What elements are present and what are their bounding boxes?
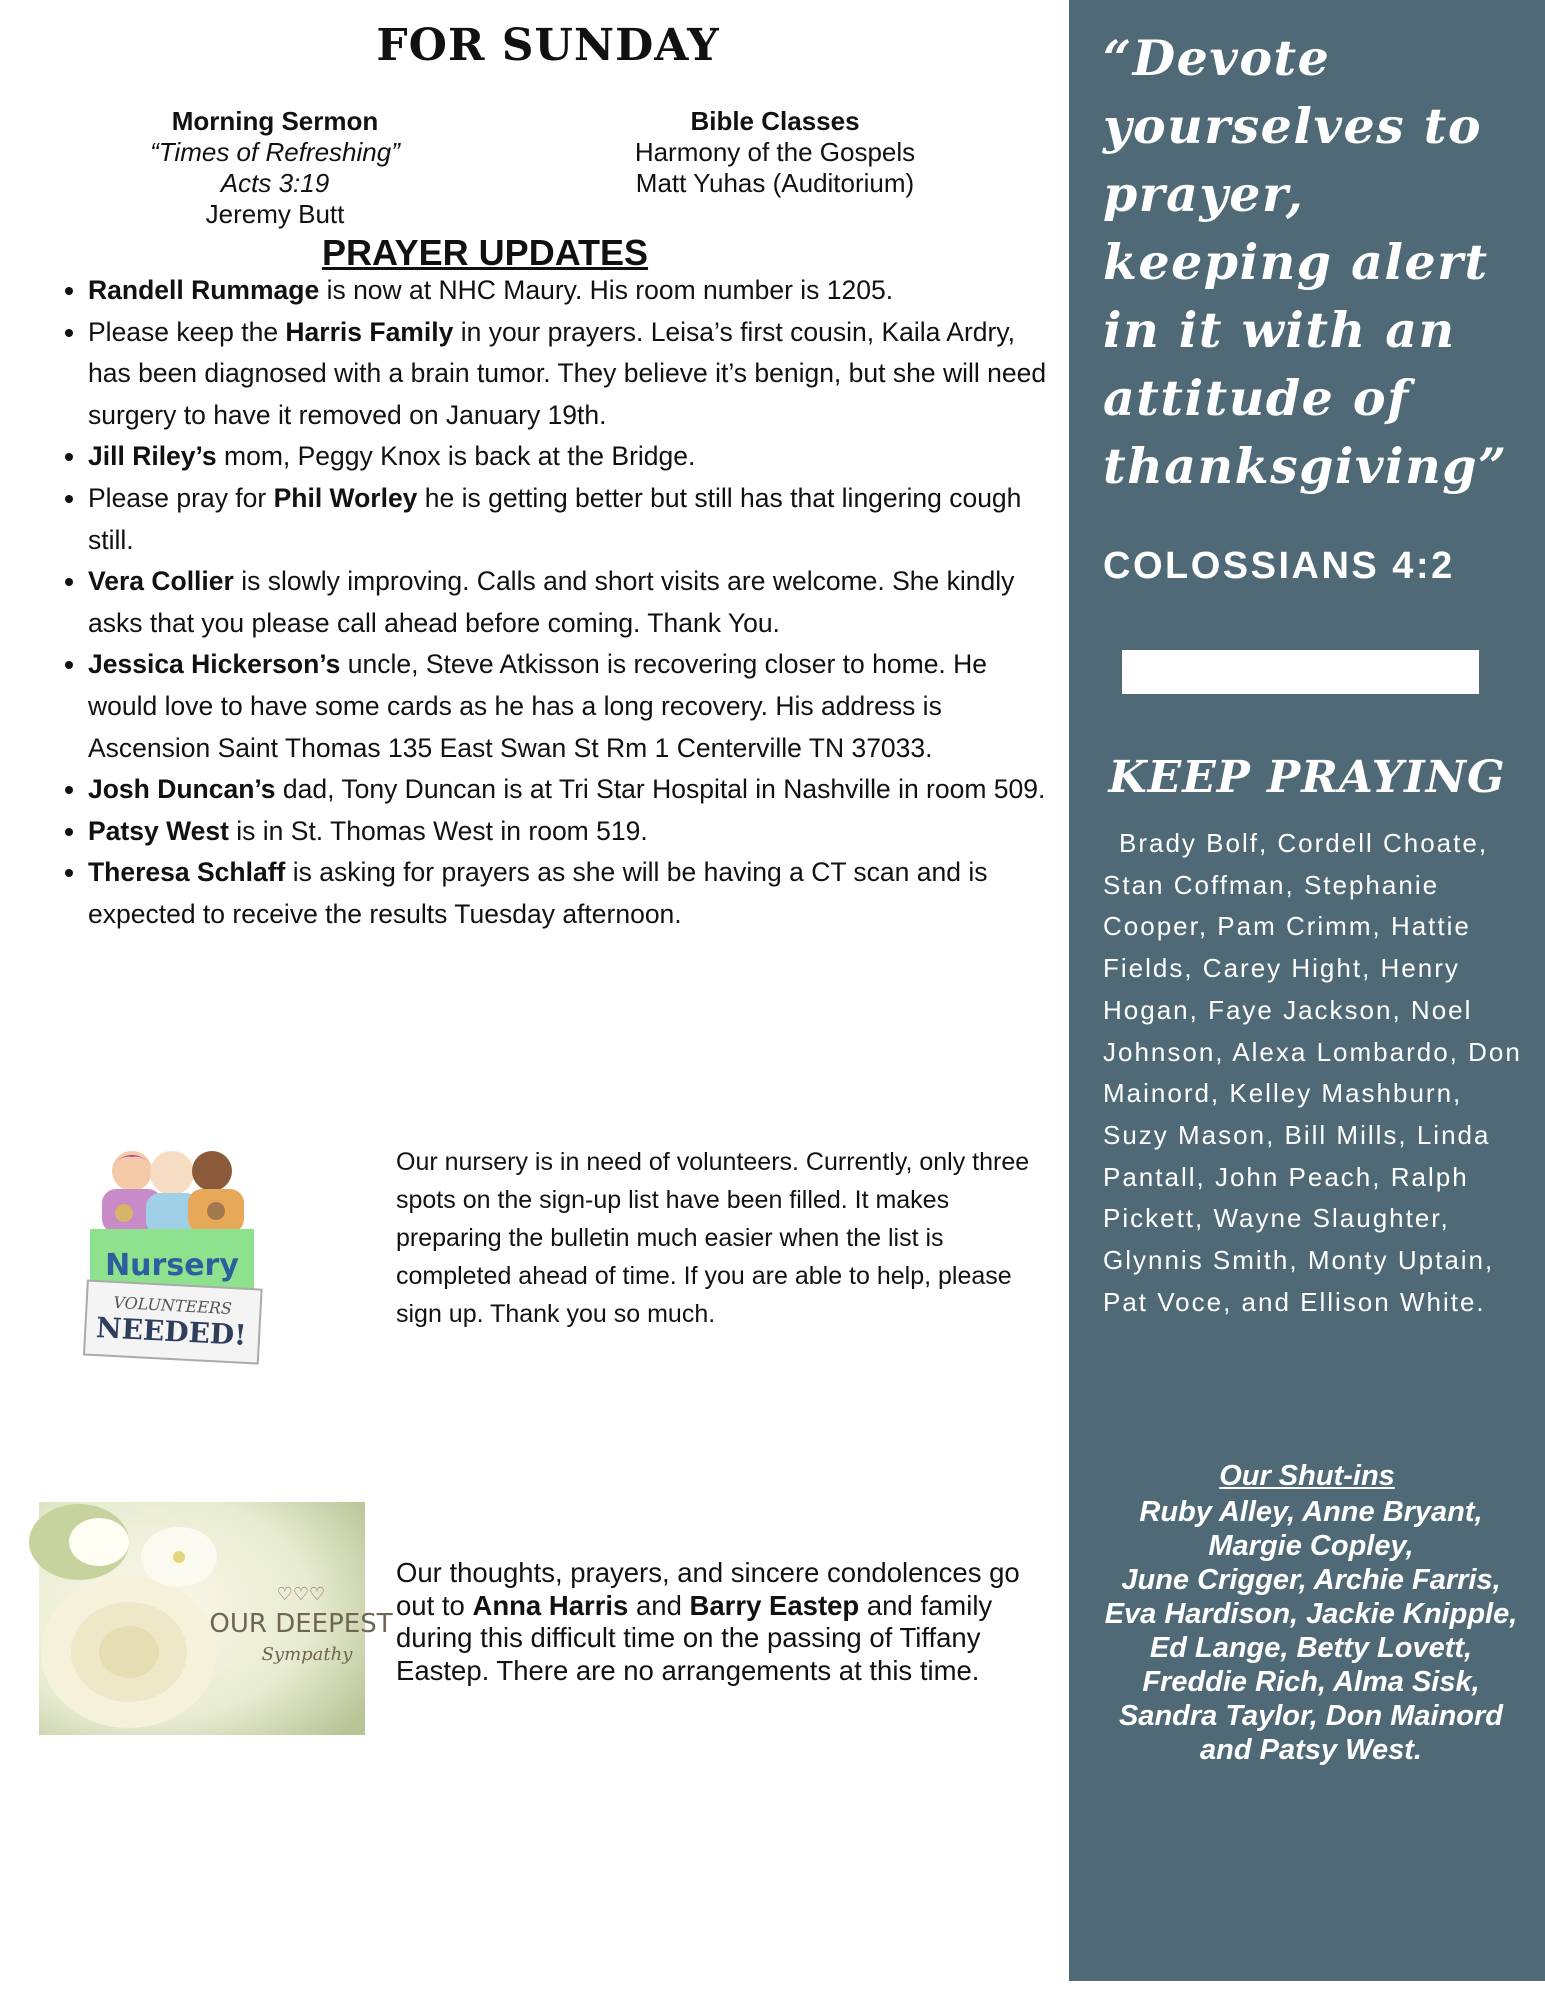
bible-classes-block: [590, 106, 960, 199]
nursery-volunteers-image: [84, 1143, 260, 1367]
morning-sermon-block: [125, 106, 425, 230]
shutins-line: Sandra Taylor, Don Mainord: [1118, 1700, 1504, 1732]
prayer-text: dad, Tony Duncan is at Tri Star Hospital in Nashville in room 509.: [275, 774, 1046, 805]
scripture-reference: COLOSSIANS 4:2: [1103, 545, 1455, 587]
prayer-name: Patsy West: [88, 815, 229, 846]
prayer-text: is now at NHC Maury. His room number is 1205.: [319, 275, 894, 305]
classes-topic: Harmony of the Gospels: [634, 137, 916, 167]
sympathy-text: Our thoughts, prayers, and sincere condolences go out to: [396, 1557, 1020, 1621]
blank-box: [1122, 650, 1479, 694]
prayer-name: Jessica Hickerson’s: [88, 649, 341, 680]
sympathy-announcement: [396, 1557, 1046, 1687]
shutins-line: Ed Lange, Betty Lovett,: [1149, 1632, 1473, 1664]
prayer-item: [88, 644, 1048, 769]
nursery-image-word: Nursery: [105, 1248, 239, 1283]
classes-heading: Bible Classes: [690, 106, 860, 136]
prayer-name: Phil Worley: [273, 482, 418, 513]
prayer-text: is slowly improving. Calls and short visits are welcome. She kindly asks that you please call ahead before coming. Thank You.: [88, 566, 1015, 638]
prayer-text: Please keep the: [88, 316, 286, 347]
prayer-name: Josh Duncan’s: [88, 774, 276, 805]
sympathy-name: Barry Eastep: [689, 1589, 860, 1621]
prayer-updates-list: [50, 270, 1048, 936]
sermon-title: “Times of Refreshing”: [150, 137, 400, 167]
shutins-line: Ruby Alley, Anne Bryant,: [1139, 1496, 1483, 1528]
sermon-scripture: Acts 3:19: [220, 168, 330, 198]
prayer-name: Jill Riley’s: [88, 441, 217, 472]
prayer-text: is in St. Thomas West in room 519.: [228, 815, 648, 846]
prayer-text: Please pray for: [88, 482, 274, 513]
sermon-heading: Morning Sermon: [171, 106, 379, 136]
svg-text:♡♡♡: ♡♡♡: [276, 1584, 326, 1605]
shutins-list: [1091, 1495, 1531, 1767]
keep-praying-names: Brady Bolf, Cordell Choate, Stan Coffman, Stephanie Cooper, Pam Crimm, Hattie Fields, Carey Hight, Henry Hogan, Faye Jackson, Noel Johnson, Alexa Lombardo, Don Mainord, Kelley Mashburn, Suzy Mason, Bill Mills, Linda Pantall, John Peach, Ralph Pickett, Wayne Slaughter, Glynnis Smith, Monty Uptain, Pat Voce, and Ellison White.: [1103, 828, 1522, 1317]
keep-praying-heading: KEEP PRAYING: [1108, 752, 1506, 803]
shutins-line: and Patsy West.: [1200, 1734, 1422, 1766]
classes-teacher: Matt Yuhas (Auditorium): [635, 168, 915, 198]
prayer-text: in your prayers. Leisa’s first cousin, Kaila Ardry, has been diagnosed with a brain tumor. They believe it’s benign, but she will need surgery to have it removed on January 19th.: [88, 316, 1047, 430]
prayer-name: Randell Rummage: [88, 275, 320, 305]
prayer-updates-heading: PRAYER UPDATES: [321, 232, 649, 273]
sidebar: [1069, 0, 1545, 1981]
sympathy-text: and family during this difficult time on the passing of Tiffany Eastep. There are no arrangements at this time.: [396, 1589, 993, 1686]
shutins-line: Margie Copley,: [1208, 1530, 1414, 1562]
sympathy-name: Anna Harris: [472, 1589, 629, 1621]
prayer-item: [88, 436, 1048, 478]
prayer-name: Harris Family: [285, 316, 454, 347]
nursery-image-needed: NEEDED!: [95, 1311, 248, 1352]
shutins-heading: Our Shut-ins: [1219, 1460, 1395, 1492]
prayer-item: [88, 811, 1048, 853]
prayer-text: mom, Peggy Knox is back at the Bridge.: [216, 441, 696, 472]
sympathy-text: and: [628, 1589, 690, 1621]
sympathy-image-line1: OUR DEEPEST: [209, 1609, 393, 1639]
prayer-text: he is getting better but still has that lingering cough still.: [88, 482, 1022, 555]
prayer-item: [88, 561, 1048, 644]
prayer-item: [88, 312, 1048, 437]
shutins-line: Eva Hardison, Jackie Knipple,: [1104, 1598, 1518, 1630]
nursery-image-sub: VOLUNTEERS: [112, 1292, 233, 1319]
prayer-name: Theresa Schlaff: [88, 857, 286, 888]
prayer-item: [88, 270, 1048, 312]
prayer-item: [88, 478, 1048, 561]
shutins-line: June Crigger, Archie Farris,: [1121, 1564, 1501, 1596]
scripture-quote: “Devote yourselves to prayer, keeping alert in it with an attitude of thanksgiving”: [1103, 29, 1508, 495]
prayer-item: [88, 852, 1048, 935]
prayer-text: is asking for prayers as she will be having a CT scan and is expected to receive the results Tuesday afternoon.: [88, 857, 988, 929]
shutins-line: Freddie Rich, Alma Sisk,: [1142, 1666, 1480, 1698]
prayer-item: [88, 769, 1048, 811]
sympathy-image-line2: Sympathy: [261, 1644, 353, 1665]
sermon-speaker: Jeremy Butt: [205, 199, 345, 229]
prayer-text: uncle, Steve Atkisson is recovering closer to home. He would love to have some cards as he has a long recovery. His address is Ascension Saint Thomas 135 East Swan St Rm 1 Centerville TN 37033.: [88, 649, 988, 763]
page-title: FOR SUNDAY: [376, 20, 720, 71]
prayer-name: Vera Collier: [88, 566, 234, 597]
nursery-announcement: Our nursery is in need of volunteers. Currently, only three spots on the sign-up list have been filled. It makes preparing the bulletin much easier when the list is completed ahead of time. If you are able to help, please sign up. Thank you so much.: [396, 1148, 1030, 1328]
sympathy-image: [39, 1502, 393, 1735]
